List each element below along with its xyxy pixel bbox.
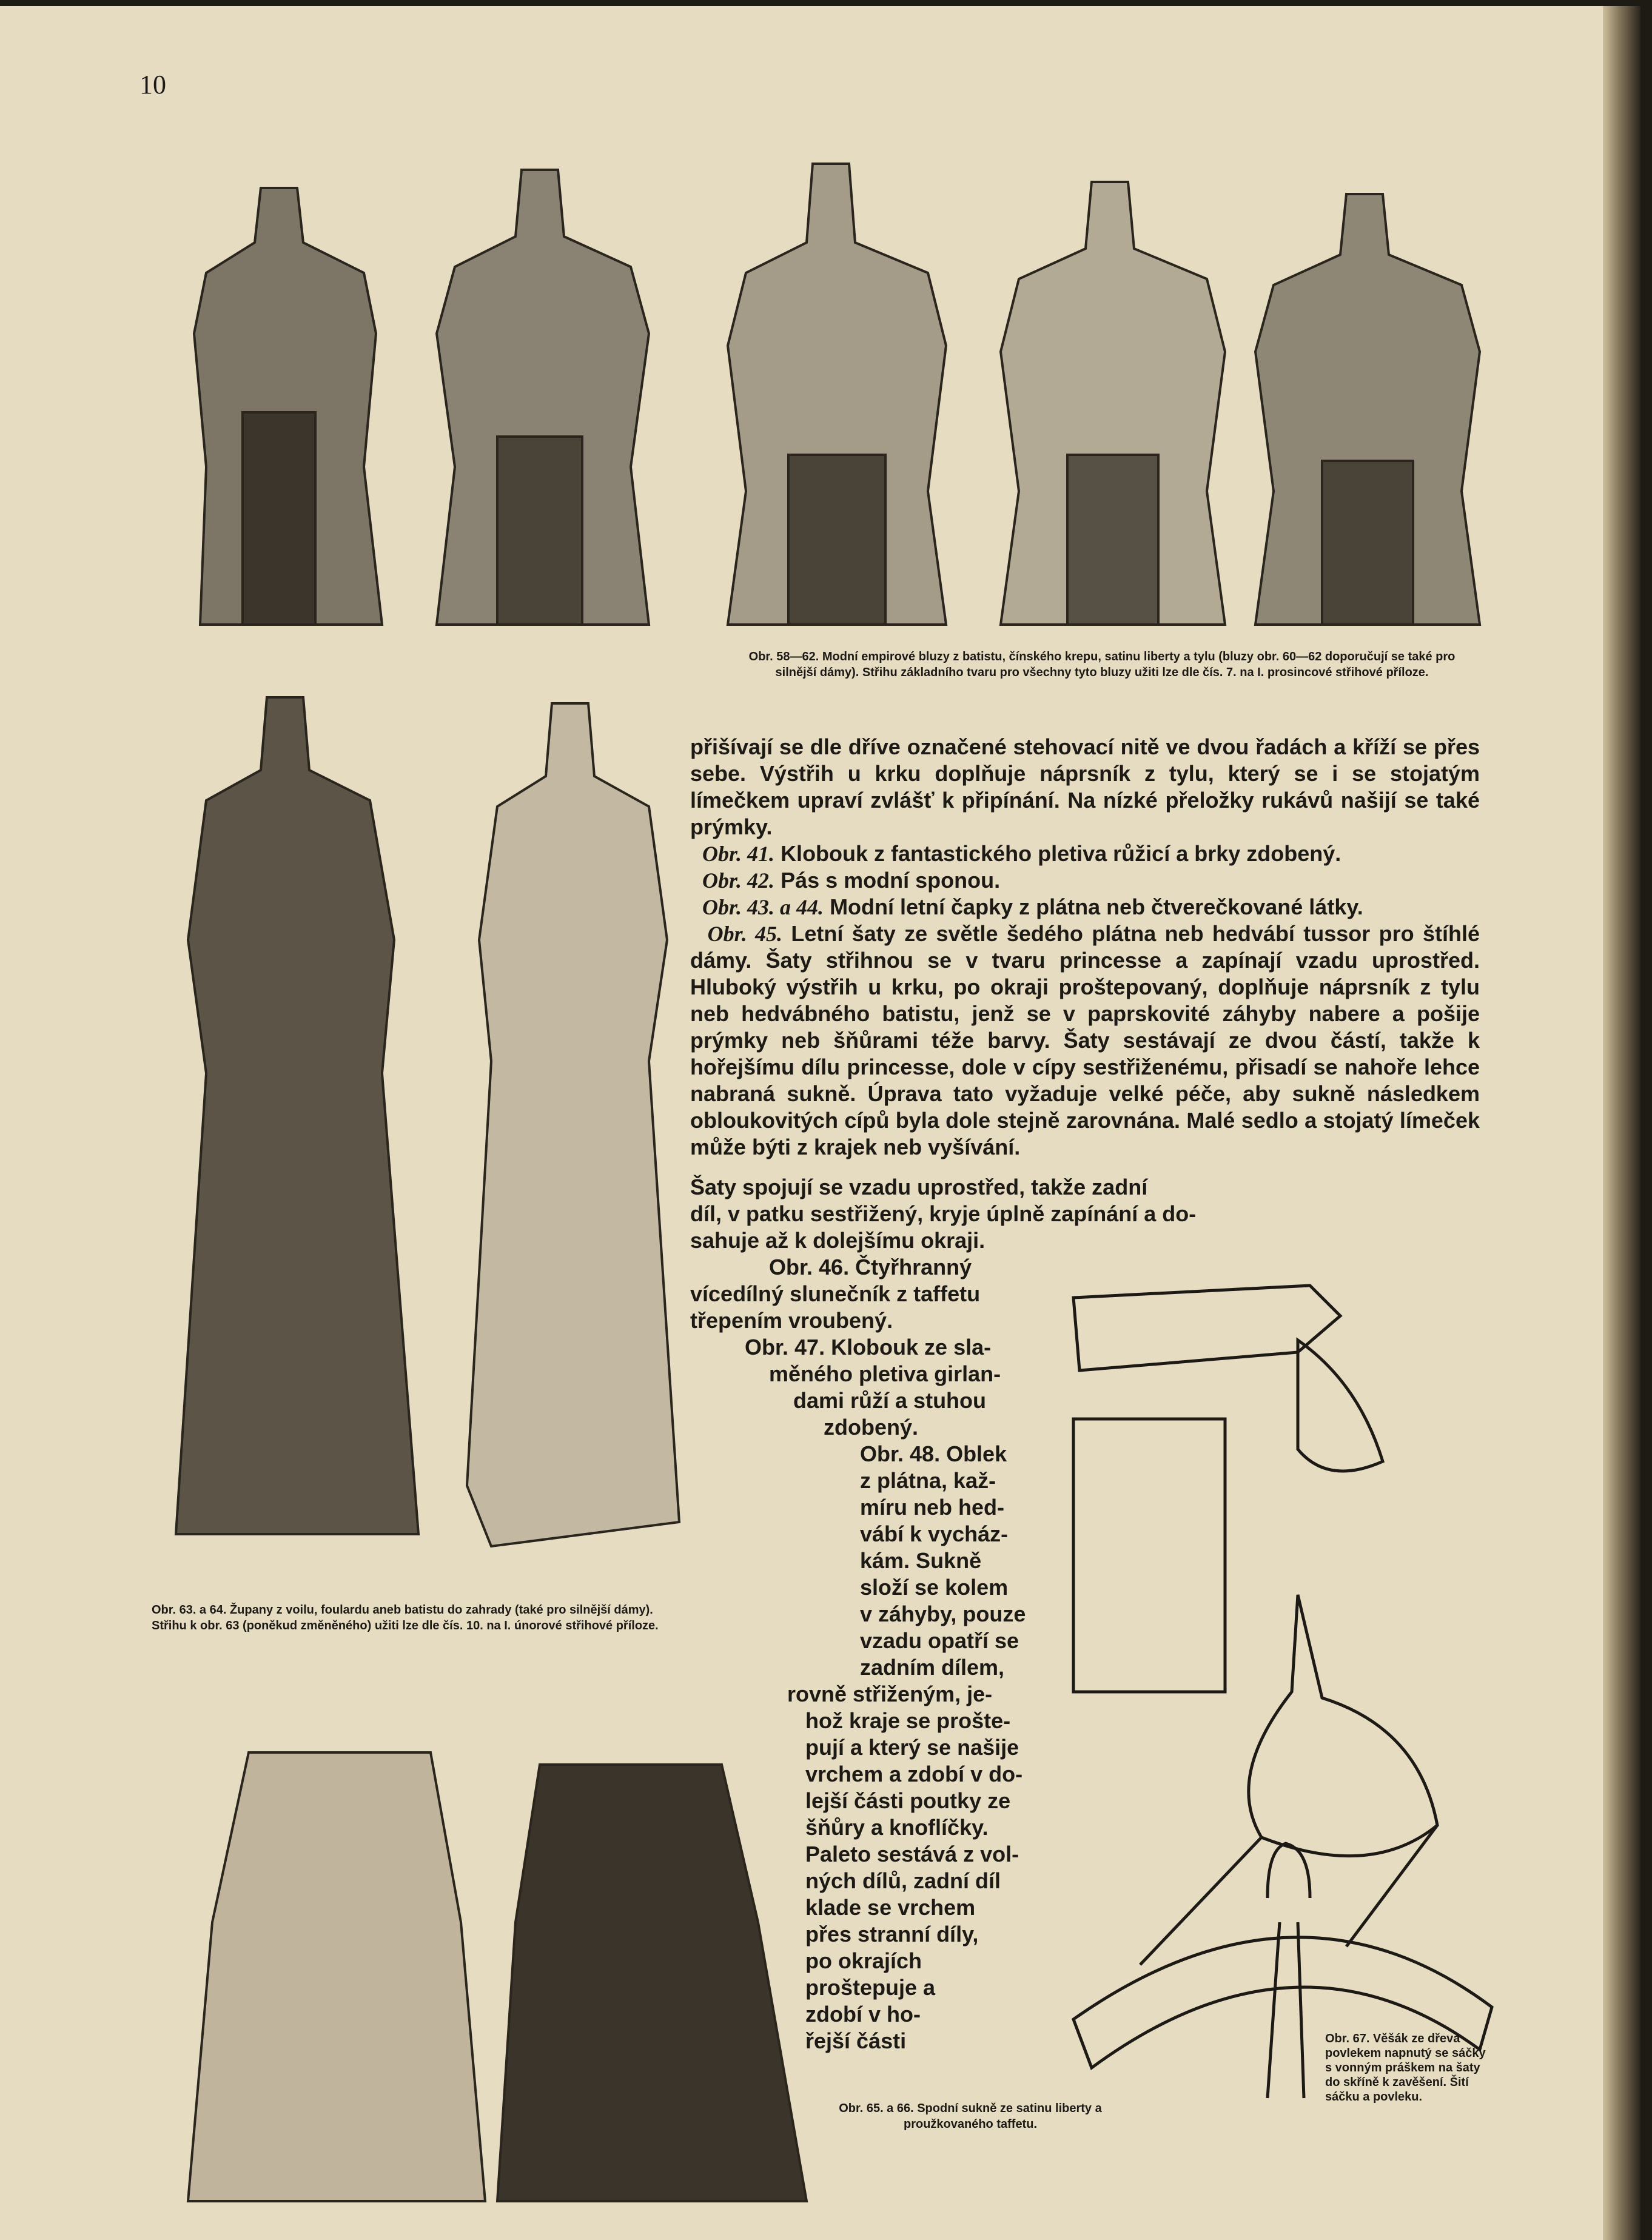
petticoats-drawing: [176, 1740, 819, 2219]
figure-ref: Obr. 45.: [707, 922, 783, 946]
wrap-line: zadním dílem,: [860, 1655, 1005, 1680]
wrap-line: míru neb hed-: [860, 1495, 1005, 1520]
paragraph-text: Pás s modní sponou.: [781, 868, 1001, 893]
wrap-line: sahuje až k dolejšímu okraji.: [690, 1228, 985, 1253]
wrap-line: Paleto sestává z vol-: [805, 1842, 1019, 1866]
hanger-sachets-drawing: [1067, 1231, 1504, 2104]
caption-fig-63-64: Obr. 63. a 64. Župany z voilu, foulardu aneb batistu do zahrady (také pro silnější dámy). Střihu k obr. 63 (poněkud změněného) užiti lze dle čís. 10. na I. únorové střihové příloze.: [152, 1603, 659, 1632]
paragraph-continuation: přišívají se dle dříve označené stehovací nitě ve dvou řadách a kříží se přes sebe. Výstřih u krku doplňuje náprsník z tylu, který se i se stojatým límečkem upraví zvlášť k připínání. Na nízké přeložky rukávů našijí se také prýmky.: [690, 734, 1480, 839]
paragraph-obr-45: [690, 920, 1480, 1161]
wrap-line: vzadu opatří se: [860, 1628, 1019, 1653]
wrap-line: klade se vrchem: [805, 1895, 976, 1920]
figure-ref: Obr. 42.: [702, 868, 775, 893]
wrap-line: zdobí v ho-: [805, 2002, 921, 2027]
wrap-line: proštepuje a: [805, 1975, 936, 2000]
wrap-line: třepením vroubený.: [690, 1308, 893, 1333]
wrap-line: zdobený.: [824, 1415, 919, 1440]
wrap-line: rovně střiženým, je-: [787, 1682, 993, 1706]
caption-fig-67: Obr. 67. Věšák ze dřeva povlekem napnutý se sáčky s vonným práškem na šaty do skříně k zavěšení. Šití sáčku a povleku.: [1325, 2032, 1486, 2104]
magazine-page: [0, 6, 1640, 2240]
wrap-line: po okrajích: [805, 1948, 922, 1973]
wrap-line: ných dílů, zadní díl: [805, 1868, 1001, 1893]
paragraph-text: Letní šaty ze světle šedého plátna neb hedvábí tussor pro štíhlé dámy. Šaty střihnou se v tvaru princesse a zapínají vzadu uprostřed. Hluboký výstřih u krku, po okraji proštepovaný, doplňuje náprsník z tylu neb hedvábného batistu, jenž se v paprskovité záhyby nabere a pošije prýmky neb šňůrami téže barvy. Šaty sestávají ze dvou částí, takže k hořejšímu dílu princesse, dole v cípy sestřiženému, přisadí se nahoře lehce nabraná sukně. Úprava tato vyžaduje velké péče, aby sukně následkem obloukovitých cípů byla dole stejně zarovnána. Malé sedlo a stojatý límeček může býti z krajek neb vyšívání.: [690, 921, 1480, 1159]
blouses-drawing: [182, 152, 1492, 637]
wrap-line: měného pletiva girlan-: [769, 1361, 1001, 1386]
article-text: [690, 734, 1480, 1161]
wrap-line: z plátna, kaž-: [860, 1468, 996, 1493]
page-number: 10: [139, 70, 166, 99]
caption-fig-65-66: Obr. 65. a 66. Spodní sukně ze satinu liberty a proužkovaného taffetu.: [839, 2102, 1102, 2131]
wrap-line: Obr. 48. Oblek: [860, 1441, 1007, 1466]
wrap-line: složí se kolem: [860, 1575, 1009, 1600]
book-gutter: [1603, 6, 1640, 2240]
wrap-line: Obr. 47. Klobouk ze sla-: [745, 1335, 992, 1360]
wrap-line: díl, v patku sestřižený, kryje úplně zapínání a do-: [690, 1201, 1197, 1226]
wrap-line: Obr. 46. Čtyřhranný: [769, 1255, 972, 1279]
paragraph-obr-42: [690, 867, 1480, 894]
paragraph-text: Modní letní čapky z plátna neb čtverečkované látky.: [830, 894, 1363, 919]
dressing-gowns-illustration: [152, 685, 685, 1595]
wrap-line: šňůry a knoflíčky.: [805, 1815, 989, 1840]
wrap-line: vábí k vycház-: [860, 1521, 1009, 1546]
petticoats-illustration: [176, 1740, 819, 2219]
wrap-line: pují a který se našije: [805, 1735, 1019, 1760]
wrap-line: hož kraje se prošte-: [805, 1708, 1011, 1733]
figure-ref: Obr. 41.: [702, 842, 775, 866]
figure-ref: Obr. 43. a 44.: [702, 895, 824, 919]
wrap-line: v záhyby, pouze: [860, 1601, 1026, 1626]
caption-fig-58-62: Obr. 58—62. Modní empirové bluzy z batistu, čínského krepu, satinu liberty a tylu (bluzy obr. 60—62 doporučují se také pro silnější dámy). Střihu základního tvaru pro všechny tyto bluzy užiti lze dle čís. 7. na I. prosincové střihové příloze.: [748, 650, 1456, 679]
wrap-line: kám. Sukně: [860, 1548, 982, 1573]
wrap-line: vrchem a zdobí v do-: [805, 1762, 1023, 1786]
dressing-gowns-drawing: [152, 685, 685, 1595]
paragraph-obr-41: [690, 840, 1480, 867]
hanger-sachets-illustration: [1067, 1231, 1504, 2104]
wrap-line: přes stranní díly,: [805, 1922, 979, 1947]
wrap-line: vícedílný slunečník z taffetu: [690, 1281, 981, 1306]
blouses-illustration: [182, 152, 1492, 637]
wrap-line: lejší části poutky ze: [805, 1788, 1011, 1813]
wrap-line: Šaty spojují se vzadu uprostřed, takže zadní: [690, 1175, 1148, 1199]
paragraph-obr-43-44: [690, 894, 1480, 920]
wrap-line: řejší části: [805, 2028, 907, 2053]
paragraph-text: Klobouk z fantastického pletiva růžicí a brky zdobený.: [781, 841, 1341, 866]
wrap-line: dami růží a stuhou: [793, 1388, 987, 1413]
